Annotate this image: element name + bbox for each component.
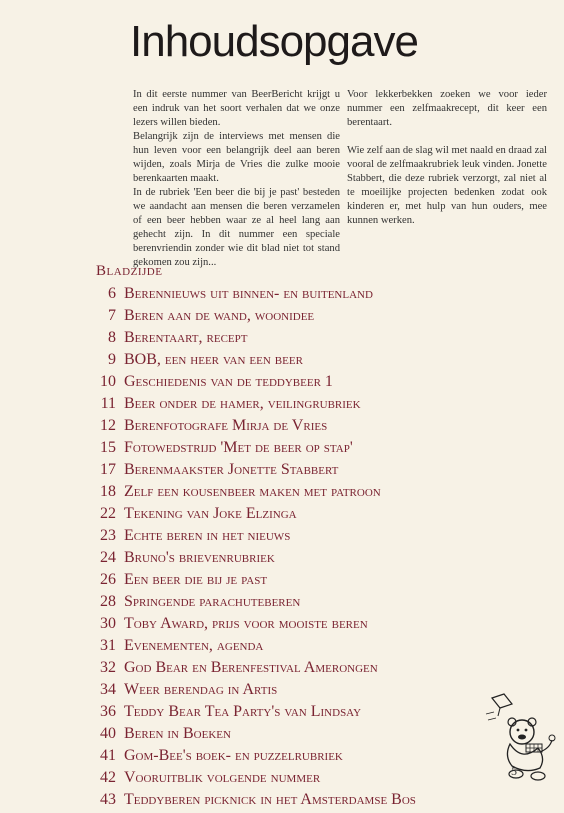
page-number: 5 (511, 764, 517, 778)
toc-entry-title: Berennieuws uit binnen- en buitenland (124, 285, 373, 302)
intro-paragraph: Voor lekkerbekken zoeken we voor ieder nummer een zelfmaakrecept, dit keer een berentaart. (347, 89, 547, 128)
table-of-contents (70, 285, 470, 813)
toc-entry[interactable] (70, 329, 470, 351)
toc-entry[interactable] (70, 285, 470, 307)
toc-page-number: 42 (100, 769, 116, 786)
toc-entry[interactable] (70, 373, 470, 395)
toc-entry[interactable] (70, 615, 470, 637)
intro-column-left (133, 88, 340, 270)
toc-page-number: 15 (100, 439, 116, 456)
toc-page-number: 18 (100, 483, 116, 500)
intro-paragraph: In de rubriek 'Een beer die bij je past' besteden we aandacht aan mensen die beren verzamelen of een beer hebben waar ze al heel lang aan gehecht zijn. In dit nummer een speciale berenvriendin zonder wie dit blad niet tot stand gekomen zou zijn... (133, 187, 340, 268)
toc-entry-title: God Bear en Berenfestival Amerongen (124, 659, 378, 676)
toc-entry[interactable] (70, 681, 470, 703)
bear-doodle-icon (482, 692, 560, 787)
toc-page-number: 23 (100, 527, 116, 544)
toc-entry[interactable] (70, 659, 470, 681)
toc-entry[interactable] (70, 725, 470, 747)
toc-entry[interactable] (70, 505, 470, 527)
toc-entry-title: Weer berendag in Artis (124, 681, 278, 698)
toc-entry-title: Evenementen, agenda (124, 637, 264, 654)
toc-page-number: 6 (108, 285, 116, 302)
toc-entry[interactable] (70, 417, 470, 439)
toc-page-number: 36 (100, 703, 116, 720)
toc-entry[interactable] (70, 439, 470, 461)
toc-entry[interactable] (70, 747, 470, 769)
toc-page-number: 32 (100, 659, 116, 676)
toc-page-number: 12 (100, 417, 116, 434)
toc-page-number: 22 (100, 505, 116, 522)
toc-entry-title: Toby Award, prijs voor mooiste beren (124, 615, 368, 632)
toc-entry-title: Gom-Bee's boek- en puzzelrubriek (124, 747, 343, 764)
toc-entry-title: Geschiedenis van de teddybeer 1 (124, 373, 333, 390)
toc-page-number: 7 (108, 307, 116, 324)
toc-page-number: 8 (108, 329, 116, 346)
intro-paragraph: In dit eerste nummer van BeerBericht krijgt u een indruk van het soort verhalen dat we onze lezers willen bieden. (133, 89, 340, 128)
toc-entry[interactable] (70, 791, 470, 813)
intro-column-right (347, 88, 547, 242)
toc-entry-title: Echte beren in het nieuws (124, 527, 291, 544)
toc-page-number: 43 (100, 791, 116, 808)
toc-entry-title: Fotowedstrijd 'Met de beer op stap' (124, 439, 353, 456)
toc-entry[interactable] (70, 549, 470, 571)
toc-header: Bladzijde (96, 263, 163, 279)
toc-page-number: 9 (108, 351, 116, 368)
toc-entry[interactable] (70, 351, 470, 373)
toc-entry[interactable] (70, 307, 470, 329)
toc-page-number: 31 (100, 637, 116, 654)
toc-entry[interactable] (70, 703, 470, 725)
toc-entry[interactable] (70, 637, 470, 659)
toc-entry-title: Beren in Boeken (124, 725, 231, 742)
toc-entry[interactable] (70, 571, 470, 593)
toc-page-number: 10 (100, 373, 116, 390)
intro-paragraph: Belangrijk zijn de interviews met mensen die hun leven voor een belangrijk deel aan beren wijden, zoals Mirja de Vries die zulke mooie berenkaarten maakt. (133, 131, 340, 184)
toc-page-number: 28 (100, 593, 116, 610)
toc-entry-title: Tekening van Joke Elzinga (124, 505, 297, 522)
toc-page-number: 26 (100, 571, 116, 588)
toc-page-number: 11 (100, 395, 116, 412)
toc-entry-title: Teddyberen picknick in het Amsterdamse Bos (124, 791, 416, 808)
toc-entry-title: Beer onder de hamer, veilingrubriek (124, 395, 361, 412)
toc-page-number: 17 (100, 461, 116, 478)
toc-entry[interactable] (70, 527, 470, 549)
toc-entry[interactable] (70, 483, 470, 505)
toc-entry-title: Zelf een kousenbeer maken met patroon (124, 483, 381, 500)
toc-entry[interactable] (70, 461, 470, 483)
toc-entry[interactable] (70, 593, 470, 615)
toc-page-number: 34 (100, 681, 116, 698)
toc-page-number: 24 (100, 549, 116, 566)
toc-entry-title: Berentaart, recept (124, 329, 248, 346)
toc-entry[interactable] (70, 395, 470, 417)
toc-entry-title: Berenfotografe Mirja de Vries (124, 417, 328, 434)
toc-entry-title: Een beer die bij je past (124, 571, 268, 588)
toc-entry[interactable] (70, 769, 470, 791)
toc-entry-title: Berenmaakster Jonette Stabbert (124, 461, 339, 478)
toc-entry-title: Vooruitblik volgende nummer (124, 769, 321, 786)
toc-entry-title: BOB, een heer van een beer (124, 351, 303, 368)
toc-entry-title: Bruno's brievenrubriek (124, 549, 275, 566)
toc-entry-title: Beren aan de wand, woonidee (124, 307, 315, 324)
intro-paragraph: Wie zelf aan de slag wil met naald en draad zal vooral de zelfmaakrubriek leuk vinden. Jonette Stabbert, die deze rubriek verzorgt, zal niet al te moeilijke projecten bedenken zodat ook kinderen er, met hulp van hun ouders, mee kunnen werken. (347, 145, 547, 226)
page-title: Inhoudsopgave (130, 17, 418, 66)
toc-entry-title: Springende parachuteberen (124, 593, 301, 610)
toc-page-number: 40 (100, 725, 116, 742)
toc-entry-title: Teddy Bear Tea Party's van Lindsay (124, 703, 362, 720)
toc-page-number: 30 (100, 615, 116, 632)
toc-page-number: 41 (100, 747, 116, 764)
